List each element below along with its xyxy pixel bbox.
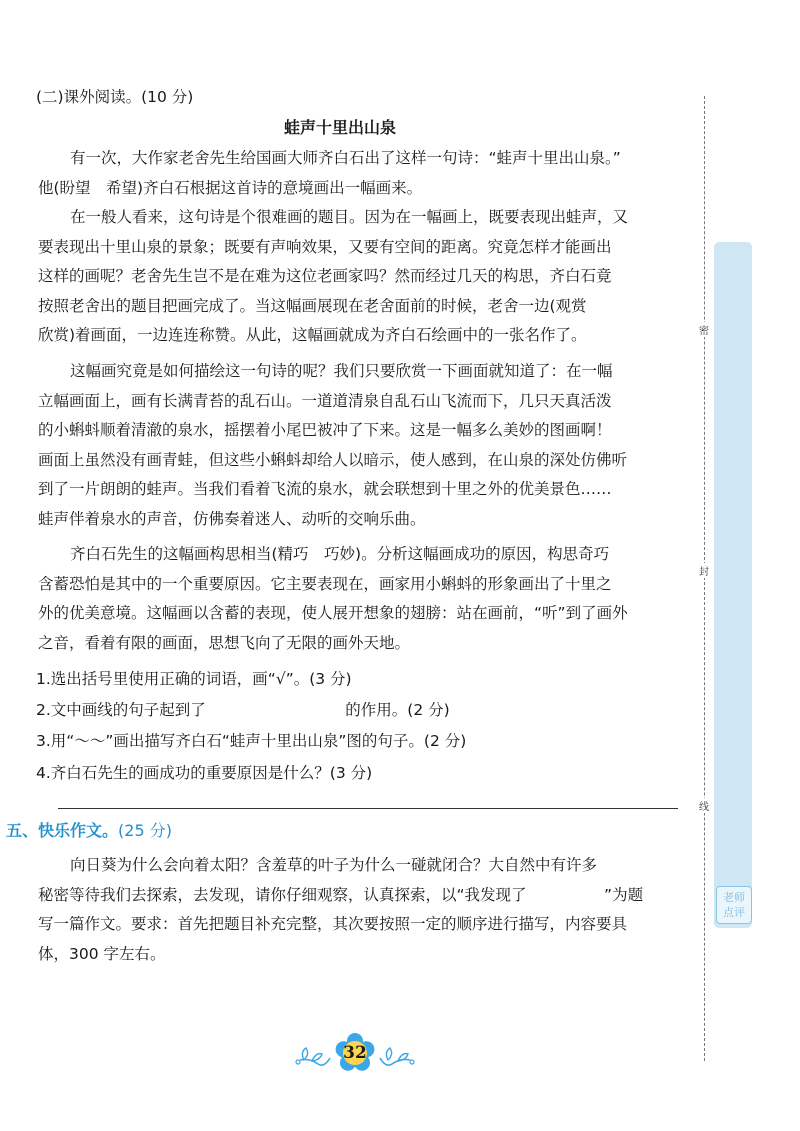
paragraph-line: 到了一片朗朗的蛙声。当我们看着飞流的泉水，就会联想到十里之外的优美景色…… xyxy=(38,480,612,498)
paragraph-line: 蛙声伴着泉水的声音，仿佛奏着迷人、动听的交响乐曲。 xyxy=(38,509,426,528)
paragraph-line: 含蓄恐怕是其中的一个重要原因。它主要表现在，画家用小蝌蚪的形象画出了十里之 xyxy=(38,574,612,593)
passage-paragraph-1 xyxy=(38,144,678,203)
paragraph-line: 齐白石先生的这幅画构思相当(精巧 巧妙)。分析这幅画成功的原因，构思奇巧 xyxy=(70,545,610,563)
paragraph-line: 在一般人看来，这句诗是个很难画的题目。因为在一幅画上，既要表现出蛙声，又 xyxy=(70,208,629,226)
paragraph-line: 他(盼望 希望)齐白石根据这首诗的意境画出一幅画来。 xyxy=(38,178,423,197)
paragraph-line: 的小蝌蚪顺着清澈的泉水，摇摆着小尾巴被冲了下来。这是一幅多么美妙的图画啊！ xyxy=(38,421,612,439)
composition-prompt xyxy=(38,851,678,969)
cut-mark-xian: 线 xyxy=(693,798,715,813)
passage-title: 蛙声十里出山泉 xyxy=(283,118,396,137)
teacher-comment-box xyxy=(716,886,752,924)
paragraph-line: 按照老舍出的题目把画完成了。当这幅画展现在老舍面前的时候，老舍一边(观赏 xyxy=(38,296,587,315)
paragraph-line: 立幅画面上，画有长满青苔的乱石山。一道道清泉自乱石山飞流而下，几只天真活泼 xyxy=(38,391,612,410)
question-1: 1.选出括号里使用正确的词语，画“√”。(3 分) xyxy=(36,670,352,688)
prompt-line: 向日葵为什么会向着太阳？含羞草的叶子为什么一碰就闭合？大自然中有许多 xyxy=(70,856,598,874)
passage-paragraph-3 xyxy=(38,357,678,534)
passage-paragraph-2 xyxy=(38,203,678,351)
paragraph-line: 有一次，大作家老舍先生给国画大师齐白石出了这样一句诗：“蛙声十里出山泉。” xyxy=(70,149,621,167)
paragraph-line: 之音，看着有限的画面，思想飞向了无限的画外天地。 xyxy=(38,633,411,652)
composition-score: (25 分) xyxy=(118,821,172,840)
composition-section-heading xyxy=(6,819,172,843)
teacher-box-line: 点评 xyxy=(723,906,745,919)
page-number-badge xyxy=(290,1030,420,1080)
cut-mark-mi: 密 xyxy=(693,322,715,337)
paragraph-line: 画面上虽然没有画青蛙，但这些小蝌蚪却给人以暗示，使人感到，在山泉的深处仿佛听 xyxy=(38,450,628,469)
paragraph-line: 这幅画究竟是如何描绘这一句诗的呢？我们只要欣赏一下画面就知道了：在一幅 xyxy=(70,362,613,380)
question-2: 2.文中画线的句子起到了 的作用。(2 分) xyxy=(36,701,450,719)
prompt-line: 写一篇作文。要求：首先把题目补充完整，其次要按照一定的顺序进行描写，内容要具 xyxy=(38,915,628,933)
passage-paragraph-4 xyxy=(38,540,678,658)
binding-cut-line xyxy=(704,96,705,1061)
section-divider xyxy=(58,808,678,809)
paragraph-line: 欣赏)着画面，一边连连称赞。从此，这幅画就成为齐白石绘画中的一张名作了。 xyxy=(38,326,587,344)
reading-section-heading: (二)课外阅读。(10 分) xyxy=(36,88,194,106)
paragraph-line: 要表现出十里山泉的景象；既要有声响效果，又要有空间的距离。究竟怎样才能画出 xyxy=(38,237,612,256)
cut-mark-feng: 封 xyxy=(693,563,715,578)
question-4: 4.齐白石先生的画成功的重要原因是什么？(3 分) xyxy=(36,764,373,782)
paragraph-line: 这样的画呢？老舍先生岂不是在难为这位老画家吗？然而经过几天的构思，齐白石竟 xyxy=(38,267,612,285)
paragraph-line: 外的优美意境。这幅画以含蓄的表现，使人展开想象的翅膀：站在画前，“听”到了画外 xyxy=(38,604,628,622)
composition-heading-text: 五、快乐作文。 xyxy=(6,821,119,840)
prompt-line: 秘密等待我们去探索，去发现，请你仔细观察，认真探索，以“我发现了 ”为题 xyxy=(38,885,644,904)
page-number: 32 xyxy=(343,1043,367,1063)
question-3: 3.用“～～”画出描写齐白石“蛙声十里出山泉”图的句子。(2 分) xyxy=(36,732,467,750)
prompt-line: 体，300 字左右。 xyxy=(38,944,166,963)
teacher-comment-band xyxy=(714,242,752,928)
teacher-box-line: 老师 xyxy=(723,891,745,904)
